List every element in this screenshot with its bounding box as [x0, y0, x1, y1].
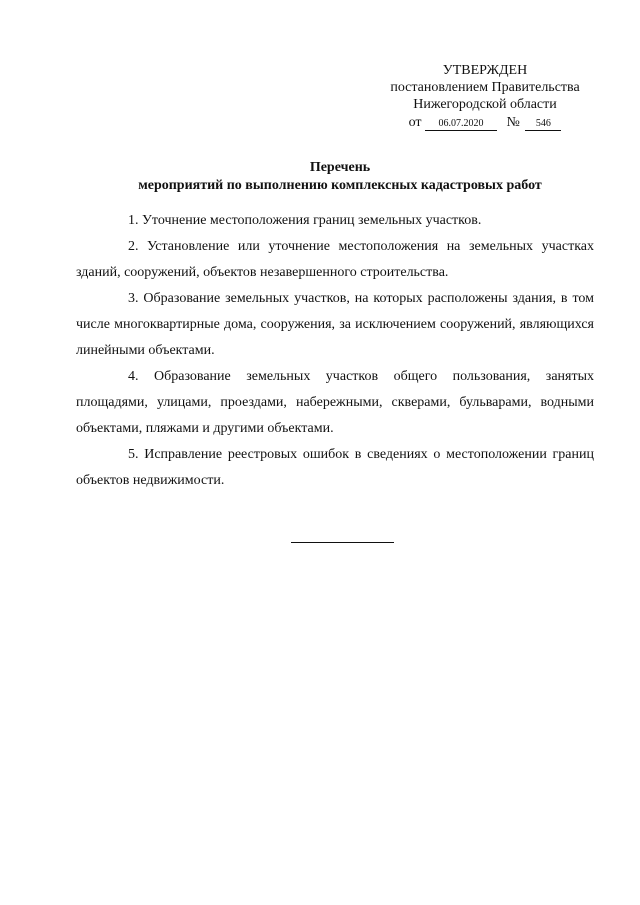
approval-number: 546 [525, 118, 561, 131]
number-sign: № [506, 115, 520, 130]
list-item-1: 1. Уточнение местоположения границ земельных участков. [128, 213, 482, 228]
list-item-5: 5. Исправление реестровых ошибок в сведениях о местоположении границ объектов недвижимости. [76, 447, 594, 488]
approval-date-line [370, 114, 600, 131]
approval-stamp [370, 62, 600, 131]
approval-line-2: Нижегородской области [413, 97, 557, 112]
list-item-2: 2. Установление или уточнение местоположения на земельных участках зданий, сооружений, объектов незавершенного строительства. [76, 239, 594, 280]
title-line-1: Перечень [309, 160, 371, 175]
from-label: от [408, 115, 422, 130]
approval-heading: УТВЕРЖДЕН [442, 63, 528, 78]
approval-date: 06.07.2020 [425, 118, 497, 131]
list-item-4: 4. Образование земельных участков общего пользования, занятых площадями, улицами, проездами, набережными, скверами, бульварами, водными объектами, пляжами и другими объектами. [76, 369, 594, 436]
measures-list [76, 208, 594, 494]
document-title [60, 159, 620, 195]
title-line-2: мероприятий по выполнению комплексных кадастровых работ [138, 178, 542, 193]
list-item-3: 3. Образование земельных участков, на которых расположены здания, в том числе многоквартирные дома, сооружения, за исключением сооружений, являющихся линейными объектами. [76, 291, 594, 358]
closing-divider [291, 542, 394, 543]
approval-line-1: постановлением Правительства [390, 80, 580, 95]
